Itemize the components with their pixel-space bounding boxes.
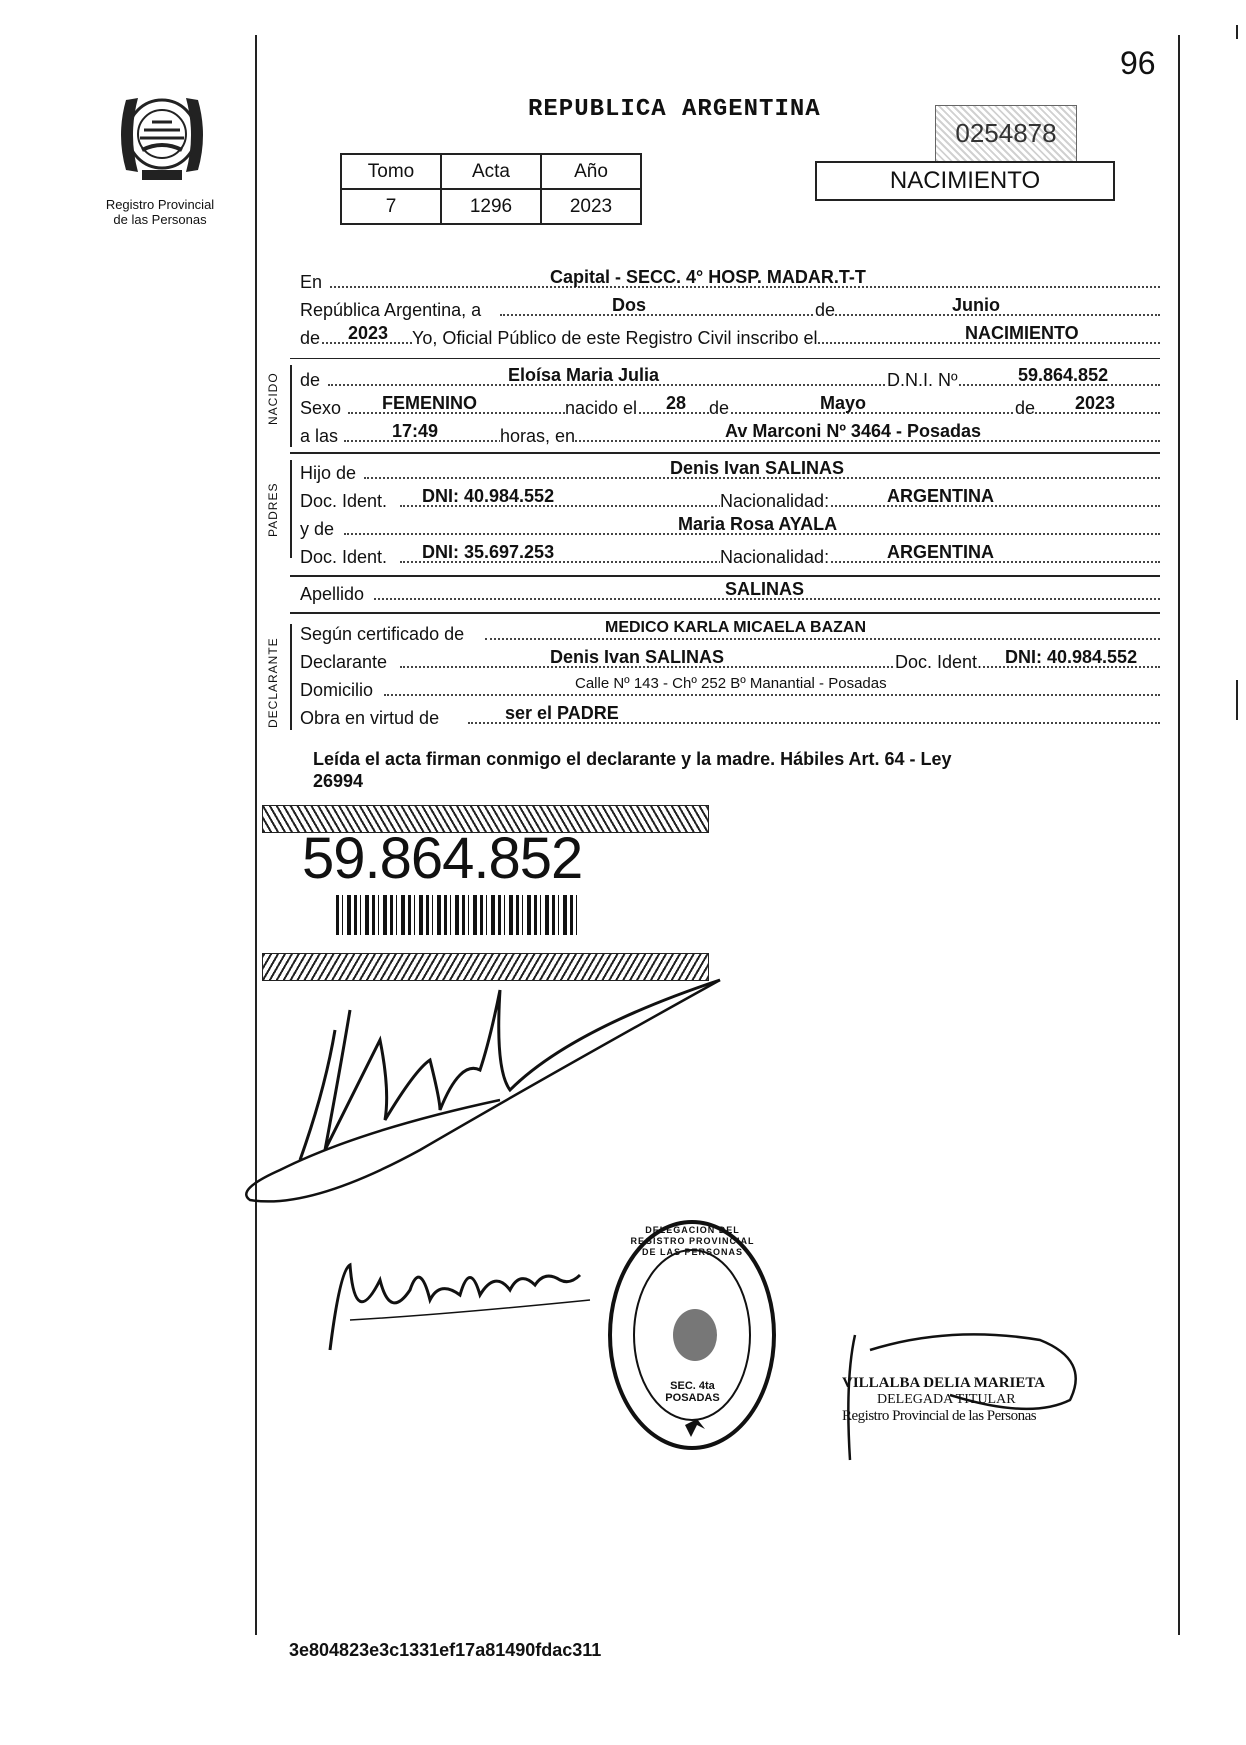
birth-place: Av Marconi Nº 3464 - Posadas xyxy=(725,421,982,441)
left-margin-line xyxy=(255,35,257,1635)
official-stamp xyxy=(605,1215,780,1455)
country-title: REPUBLICA ARGENTINA xyxy=(528,96,821,123)
sexo-label: Sexo xyxy=(300,398,342,418)
nacionalidad-label: Nacionalidad: xyxy=(720,491,830,511)
stamp-code-box xyxy=(935,105,1077,162)
address-value: Calle Nº 143 - Chº 252 Bº Manantial - Posadas xyxy=(575,675,887,692)
intro-act-line xyxy=(300,324,1160,352)
doc-label: Doc. Ident. xyxy=(300,491,388,511)
nacido-section-label: NACIDO xyxy=(266,372,280,425)
birth-month: Mayo xyxy=(820,393,867,413)
section-divider xyxy=(290,612,1160,614)
padres-mother-line xyxy=(300,515,1160,543)
doc-label: Doc. Ident. xyxy=(300,547,388,567)
year-label: de xyxy=(300,328,321,348)
registry-header: Año xyxy=(541,154,641,189)
obra-label: Obra en virtud de xyxy=(300,708,440,728)
father-nationality: ARGENTINA xyxy=(887,486,994,506)
nacido-time-line xyxy=(300,422,1160,450)
registry-header: Acta xyxy=(441,154,541,189)
horas-label: horas, en xyxy=(500,426,576,446)
dni-label: D.N.I. Nº xyxy=(887,370,958,390)
apellido-label: Apellido xyxy=(300,584,365,604)
declarante-section-label: DECLARANTE xyxy=(266,637,280,728)
birth-day: 28 xyxy=(666,393,687,413)
dni-label-number: 59.864.852 xyxy=(302,826,583,891)
declarante-cert-line xyxy=(300,620,1160,648)
cert-label: Según certificado de xyxy=(300,624,465,644)
declarante-name: Denis Ivan SALINAS xyxy=(550,647,725,667)
right-margin-line xyxy=(1178,35,1180,1635)
section-bracket xyxy=(290,365,292,447)
declarante-address-line xyxy=(300,676,1160,704)
padres-father-doc-line xyxy=(300,487,1160,515)
section-bracket xyxy=(290,460,292,558)
nacionalidad-label: Nacionalidad: xyxy=(720,547,830,567)
officer-org: Registro Provincial de las Personas xyxy=(842,1408,1037,1424)
place-value: Capital - SECC. 4° HOSP. MADAR.T-T xyxy=(550,267,866,287)
day-value: Dos xyxy=(612,295,647,315)
page-number: 96 xyxy=(1120,45,1156,81)
republic-label: República Argentina, a xyxy=(300,300,482,320)
section-divider xyxy=(290,358,1160,359)
sexo-value: FEMENINO xyxy=(382,393,478,413)
father-name: Denis Ivan SALINAS xyxy=(670,458,845,478)
declarant-signature xyxy=(240,950,740,1230)
officer-block xyxy=(842,1375,1082,1425)
document-hash: 3e804823e3c1331ef17a81490fdac311 xyxy=(289,1640,602,1660)
nacido-name-line xyxy=(300,366,1160,394)
year-value: 2023 xyxy=(348,323,389,343)
closing-text: Leída el acta firman conmigo el declarante y la madre. Hábiles Art. 64 - Ley 26994 xyxy=(313,749,952,791)
de-label: de xyxy=(815,300,836,320)
registry-value: 7 xyxy=(341,189,441,224)
stamp-inner-text: SEC. 4ta POSADAS xyxy=(665,1380,720,1404)
registry-header: Tomo xyxy=(341,154,441,189)
intro-date-line xyxy=(300,296,1160,324)
edge-mark xyxy=(1236,680,1238,720)
de-label: de xyxy=(1015,398,1036,418)
padres-section-label: PADRES xyxy=(266,482,280,537)
month-value: Junio xyxy=(952,295,1000,315)
registry-value: 2023 xyxy=(541,189,641,224)
doc-label: Doc. Ident. xyxy=(895,652,983,672)
stamp-code: 0254878 xyxy=(936,106,1076,161)
official-text: Yo, Oficial Público de este Registro Civil inscribo el xyxy=(412,328,818,348)
de-label: de xyxy=(300,370,321,390)
declarante-label: Declarante xyxy=(300,652,388,672)
child-dni: 59.864.852 xyxy=(1018,365,1109,385)
padres-mother-doc-line xyxy=(300,543,1160,571)
logo-caption: Registro Provincial de las Personas xyxy=(105,197,215,227)
nacido-label: nacido el xyxy=(565,398,638,418)
registry-value-row xyxy=(341,189,641,224)
section-divider xyxy=(290,575,1160,577)
mother-name: Maria Rosa AYALA xyxy=(678,514,838,534)
intro-place-line xyxy=(300,268,1160,296)
stamp-ring-text: DELEGACION DEL REGISTRO PROVINCIAL DE LAS PERSONAS xyxy=(630,1225,755,1257)
virtue-value: ser el PADRE xyxy=(505,703,619,723)
registry-value: 1296 xyxy=(441,189,541,224)
domicilio-label: Domicilio xyxy=(300,680,374,700)
padres-father-line xyxy=(300,459,1160,487)
dni-barcode xyxy=(336,895,580,935)
mother-signature xyxy=(320,1240,600,1370)
officer-name: VILLALBA DELIA MARIETA xyxy=(842,1375,1046,1391)
act-type-box: NACIMIENTO xyxy=(815,161,1115,201)
father-doc: DNI: 40.984.552 xyxy=(422,486,555,506)
child-name: Eloísa Maria Julia xyxy=(508,365,660,385)
hijo-label: Hijo de xyxy=(300,463,357,483)
declarante-doc: DNI: 40.984.552 xyxy=(1005,647,1138,667)
registry-header-row xyxy=(341,154,641,189)
birth-time: 17:49 xyxy=(392,421,439,441)
section-bracket xyxy=(290,624,292,730)
apellido-line xyxy=(300,580,1160,608)
birth-year: 2023 xyxy=(1075,393,1116,413)
nacido-birth-line xyxy=(300,394,1160,422)
registry-table xyxy=(340,153,642,225)
mother-nationality: ARGENTINA xyxy=(887,542,994,562)
en-label: En xyxy=(300,272,323,292)
de-label: de xyxy=(709,398,730,418)
section-divider xyxy=(290,452,1160,454)
cert-value: MEDICO KARLA MICAELA BAZAN xyxy=(605,619,867,636)
alas-label: a las xyxy=(300,426,339,446)
officer-title: DELEGADA TITULAR xyxy=(877,1392,1016,1407)
declarante-name-line xyxy=(300,648,1160,676)
yde-label: y de xyxy=(300,519,335,539)
mother-doc: DNI: 35.697.253 xyxy=(422,542,555,562)
province-logo xyxy=(112,80,212,190)
declarante-virtue-line xyxy=(300,704,1160,732)
edge-mark xyxy=(1236,25,1238,39)
apellido-value: SALINAS xyxy=(725,579,805,599)
act-value: NACIMIENTO xyxy=(965,323,1079,343)
